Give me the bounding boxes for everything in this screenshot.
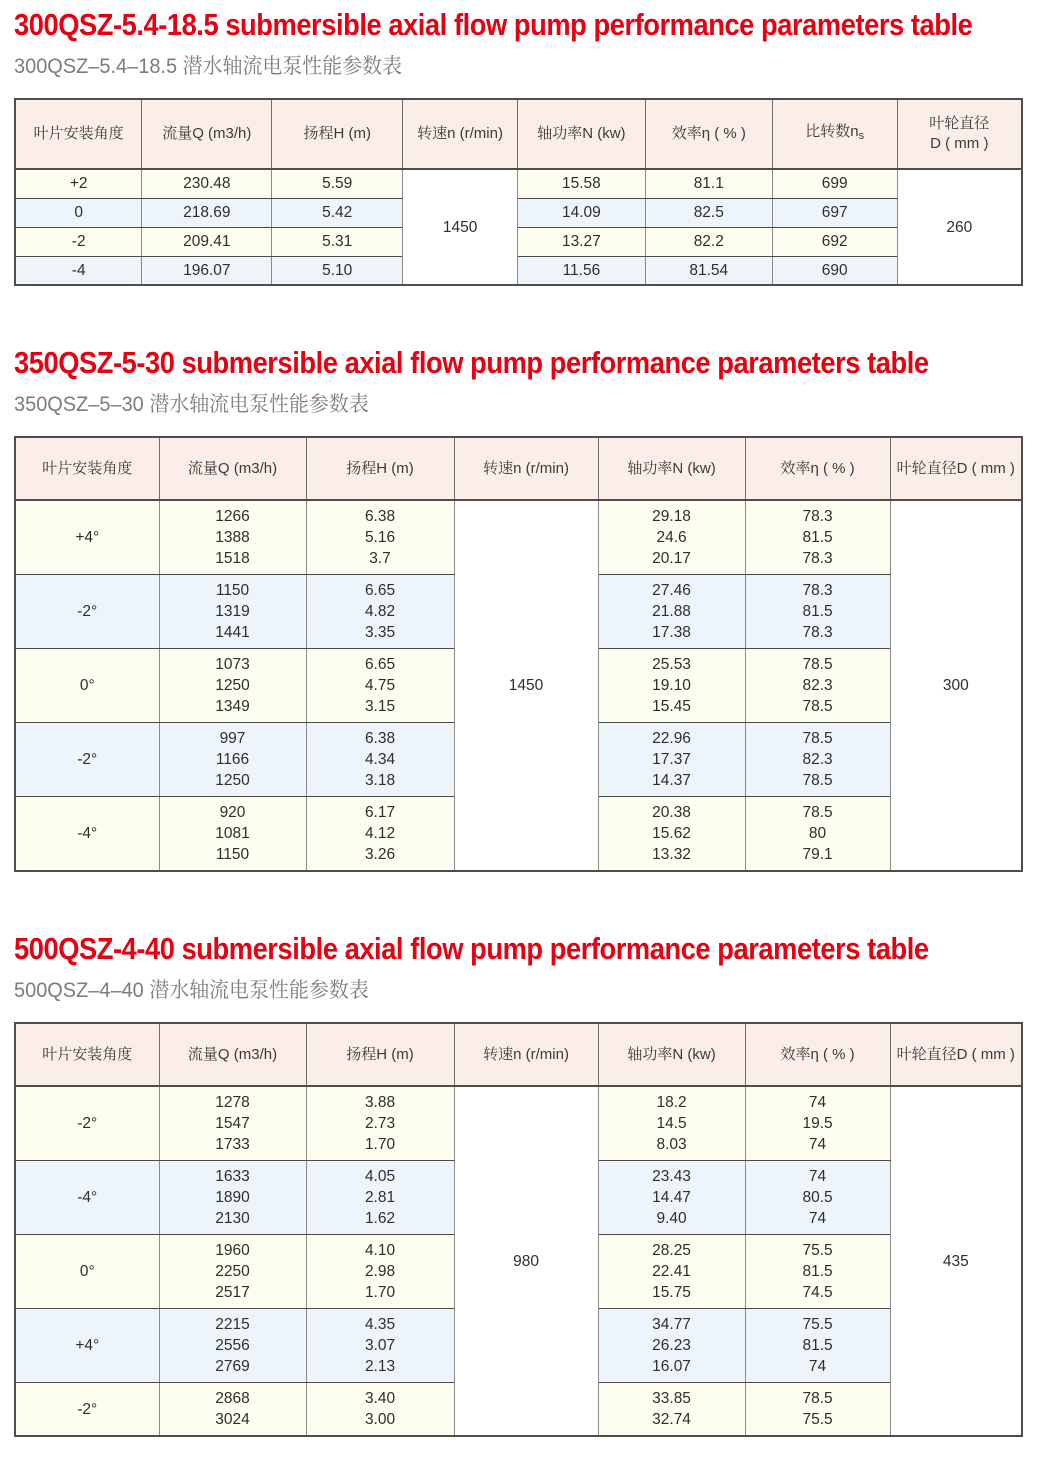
cell-flow: 209.41	[142, 227, 272, 256]
col-header-blade-angle: 叶片安装角度	[15, 1023, 159, 1086]
cell-power: 29.18 24.6 20.17	[598, 500, 745, 575]
section-subtitle-cn: 300QSZ–5.4–18.5 潜水轴流电泵性能参数表	[14, 55, 403, 78]
section-350qsz	[14, 344, 1023, 872]
col-header-efficiency: 效率η ( % )	[745, 437, 890, 500]
page-title	[14, 930, 1023, 968]
col-header-flow: 流量Q (m3/h)	[159, 437, 306, 500]
cell-head: 6.38 4.34 3.18	[306, 723, 454, 797]
cell-efficiency: 82.5	[645, 198, 772, 227]
cell-specific-speed: 690	[772, 256, 897, 285]
cell-efficiency: 75.5 81.5 74.5	[745, 1235, 890, 1309]
performance-table-500qsz	[14, 1022, 1023, 1437]
cell-power: 15.58	[517, 169, 645, 198]
cell-diameter-merged: 300	[890, 500, 1022, 871]
cell-flow: 1150 1319 1441	[159, 575, 306, 649]
cell-specific-speed: 692	[772, 227, 897, 256]
section-subtitle-cn: 350QSZ–5–30 潜水轴流电泵性能参数表	[14, 393, 369, 416]
section-title-en: 500QSZ-4-40 submersible axial flow pump performance parameters table	[14, 931, 929, 966]
cell-efficiency: 75.5 81.5 74	[745, 1309, 890, 1383]
cell-flow: 1960 2250 2517	[159, 1235, 306, 1309]
cell-speed-merged: 980	[454, 1086, 598, 1436]
cell-power: 20.38 15.62 13.32	[598, 797, 745, 872]
cell-flow: 2868 3024	[159, 1383, 306, 1437]
table-header-row	[15, 1023, 1022, 1086]
col-header-head: 扬程H (m)	[306, 1023, 454, 1086]
table-row	[15, 500, 1022, 575]
section-title-en: 350QSZ-5-30 submersible axial flow pump performance parameters table	[14, 345, 929, 380]
cell-angle: -4°	[15, 1161, 159, 1235]
col-header-flow: 流量Q (m3/h)	[142, 99, 272, 169]
cell-flow: 997 1166 1250	[159, 723, 306, 797]
cell-flow: 920 1081 1150	[159, 797, 306, 872]
performance-table-300qsz	[14, 98, 1023, 286]
table-row	[15, 198, 1022, 227]
cell-angle: -2°	[15, 1383, 159, 1437]
table-row	[15, 256, 1022, 285]
cell-efficiency: 78.5 75.5	[745, 1383, 890, 1437]
cell-angle: -2°	[15, 1086, 159, 1161]
col-header-speed: 转速n (r/min)	[454, 437, 598, 500]
cell-efficiency: 78.5 82.3 78.5	[745, 649, 890, 723]
cell-efficiency: 82.2	[645, 227, 772, 256]
cell-diameter-merged: 435	[890, 1086, 1022, 1436]
cell-angle: +4°	[15, 500, 159, 575]
cell-flow: 230.48	[142, 169, 272, 198]
cell-angle: +2	[15, 169, 142, 198]
section-title-en: 300QSZ-5.4-18.5 submersible axial flow pump performance parameters table	[14, 7, 973, 42]
col-header-efficiency: 效率η ( % )	[645, 99, 772, 169]
cell-head: 3.88 2.73 1.70	[306, 1086, 454, 1161]
cell-head: 6.65 4.75 3.15	[306, 649, 454, 723]
cell-speed-merged: 1450	[403, 169, 518, 285]
cell-power: 13.27	[517, 227, 645, 256]
cell-efficiency: 78.3 81.5 78.3	[745, 500, 890, 575]
col-header-power: 轴功率N (kw)	[598, 1023, 745, 1086]
cell-flow: 218.69	[142, 198, 272, 227]
col-header-head: 扬程H (m)	[272, 99, 403, 169]
cell-angle: +4°	[15, 1309, 159, 1383]
cell-specific-speed: 697	[772, 198, 897, 227]
cell-head: 3.40 3.00	[306, 1383, 454, 1437]
col-header-impeller-diameter: 叶轮直径D ( mm )	[890, 1023, 1022, 1086]
cell-power: 22.96 17.37 14.37	[598, 723, 745, 797]
cell-head: 5.31	[272, 227, 403, 256]
cell-efficiency: 81.1	[645, 169, 772, 198]
cell-angle: -2°	[15, 723, 159, 797]
cell-head: 4.35 3.07 2.13	[306, 1309, 454, 1383]
cell-efficiency: 78.3 81.5 78.3	[745, 575, 890, 649]
cell-power: 33.85 32.74	[598, 1383, 745, 1437]
cell-diameter-merged: 260	[897, 169, 1022, 285]
col-header-speed: 转速n (r/min)	[403, 99, 518, 169]
col-header-impeller-diameter: 叶轮直径D ( mm )	[890, 437, 1022, 500]
cell-flow: 1073 1250 1349	[159, 649, 306, 723]
cell-power: 25.53 19.10 15.45	[598, 649, 745, 723]
cell-head: 4.10 2.98 1.70	[306, 1235, 454, 1309]
cell-head: 6.38 5.16 3.7	[306, 500, 454, 575]
page-title	[14, 6, 1023, 44]
section-subtitle-cn: 500QSZ–4–40 潜水轴流电泵性能参数表	[14, 979, 369, 1002]
cell-power: 14.09	[517, 198, 645, 227]
cell-head: 5.59	[272, 169, 403, 198]
cell-specific-speed: 699	[772, 169, 897, 198]
performance-table-350qsz	[14, 436, 1023, 872]
col-header-speed: 转速n (r/min)	[454, 1023, 598, 1086]
col-header-head: 扬程H (m)	[306, 437, 454, 500]
cell-power: 11.56	[517, 256, 645, 285]
cell-power: 23.43 14.47 9.40	[598, 1161, 745, 1235]
cell-flow: 2215 2556 2769	[159, 1309, 306, 1383]
cell-efficiency: 81.54	[645, 256, 772, 285]
cell-angle: 0°	[15, 1235, 159, 1309]
cell-angle: -2°	[15, 575, 159, 649]
col-header-flow: 流量Q (m3/h)	[159, 1023, 306, 1086]
cell-flow: 1266 1388 1518	[159, 500, 306, 575]
table-row	[15, 1086, 1022, 1161]
col-header-impeller-diameter: 叶轮直径 D ( mm )	[897, 99, 1022, 169]
cell-efficiency: 74 19.5 74	[745, 1086, 890, 1161]
cell-head: 5.10	[272, 256, 403, 285]
cell-power: 28.25 22.41 15.75	[598, 1235, 745, 1309]
cell-efficiency: 78.5 82.3 78.5	[745, 723, 890, 797]
table-header-row	[15, 99, 1022, 169]
page-title	[14, 344, 1023, 382]
section-500qsz	[14, 930, 1023, 1437]
cell-power: 27.46 21.88 17.38	[598, 575, 745, 649]
cell-power: 18.2 14.5 8.03	[598, 1086, 745, 1161]
col-header-power: 轴功率N (kw)	[517, 99, 645, 169]
cell-head: 6.17 4.12 3.26	[306, 797, 454, 872]
cell-angle: -4	[15, 256, 142, 285]
table-header-row	[15, 437, 1022, 500]
cell-efficiency: 74 80.5 74	[745, 1161, 890, 1235]
col-header-power: 轴功率N (kw)	[598, 437, 745, 500]
cell-flow: 196.07	[142, 256, 272, 285]
cell-angle: -4°	[15, 797, 159, 872]
cell-head: 5.42	[272, 198, 403, 227]
cell-power: 34.77 26.23 16.07	[598, 1309, 745, 1383]
table-row	[15, 227, 1022, 256]
col-header-blade-angle: 叶片安装角度	[15, 99, 142, 169]
cell-flow: 1278 1547 1733	[159, 1086, 306, 1161]
cell-head: 4.05 2.81 1.62	[306, 1161, 454, 1235]
col-header-efficiency: 效率η ( % )	[745, 1023, 890, 1086]
cell-head: 6.65 4.82 3.35	[306, 575, 454, 649]
table-row	[15, 169, 1022, 198]
col-header-specific-speed: 比转数$n_s$	[772, 99, 897, 169]
cell-angle: 0	[15, 198, 142, 227]
cell-flow: 1633 1890 2130	[159, 1161, 306, 1235]
cell-efficiency: 78.5 80 79.1	[745, 797, 890, 872]
col-header-blade-angle: 叶片安装角度	[15, 437, 159, 500]
cell-speed-merged: 1450	[454, 500, 598, 871]
cell-angle: 0°	[15, 649, 159, 723]
cell-angle: -2	[15, 227, 142, 256]
section-300qsz	[14, 6, 1023, 286]
